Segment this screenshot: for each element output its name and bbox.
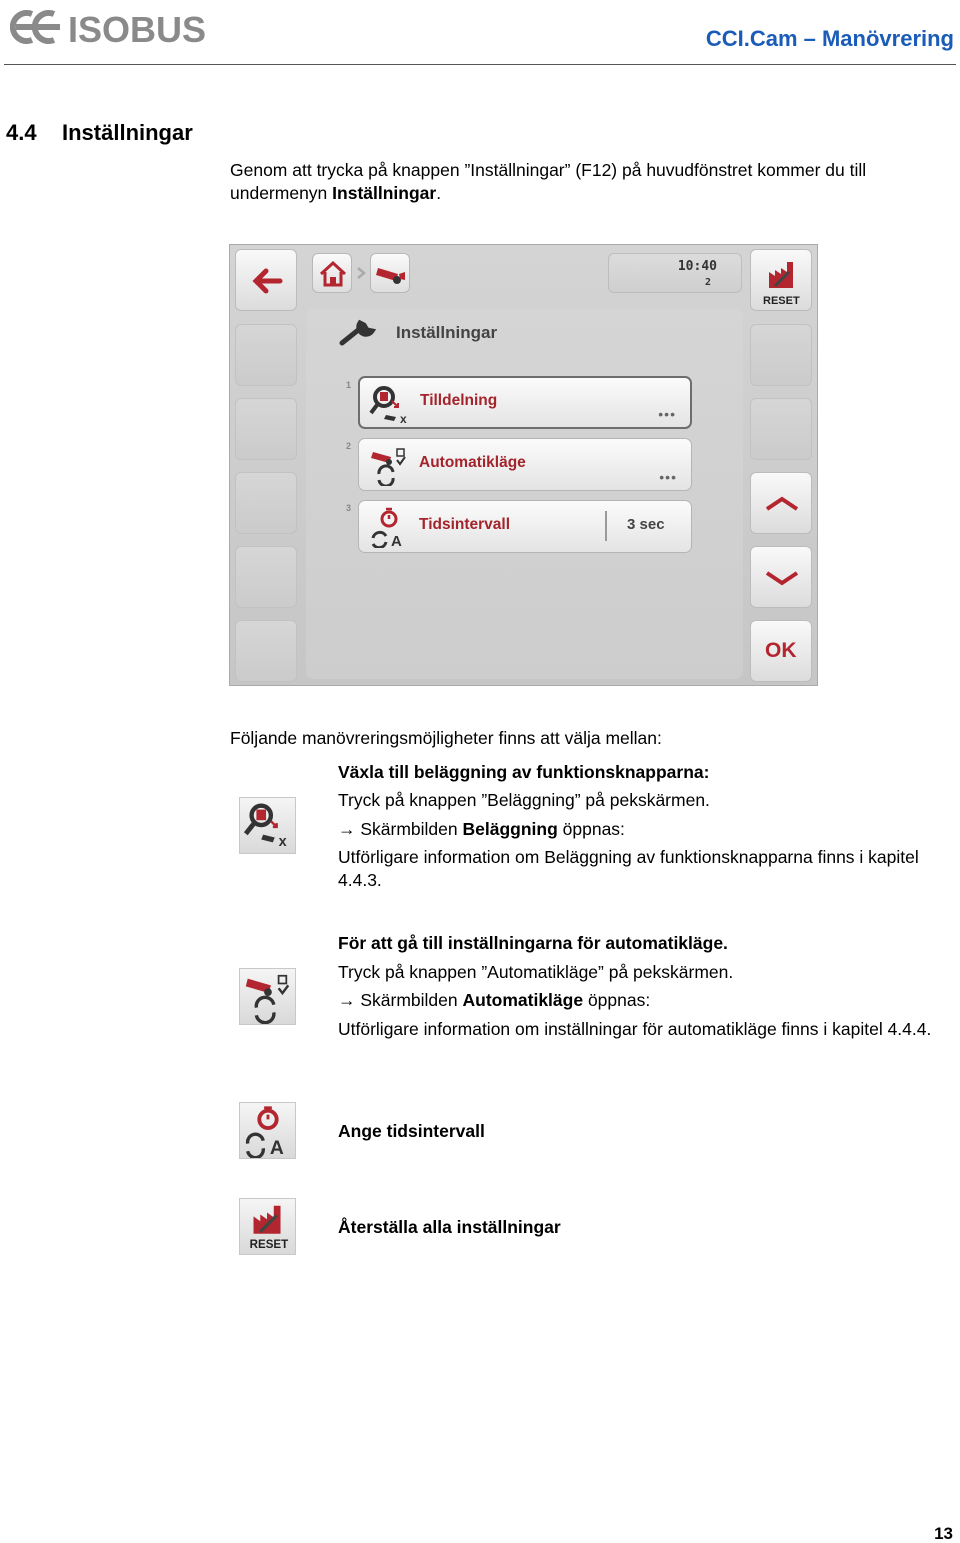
ok-button[interactable]: [750, 620, 812, 682]
svg-text:A: A: [391, 533, 402, 548]
row-label-automatiklage: Automatikläge: [419, 454, 526, 471]
settings-screenshot: [229, 244, 818, 686]
svg-text:x: x: [278, 834, 287, 851]
section-number: 4.4: [6, 120, 37, 145]
svg-text:RESET: RESET: [249, 1239, 289, 1252]
page-number: 13: [934, 1524, 953, 1543]
item-3-heading: Ange tidsintervall: [338, 1121, 485, 1141]
options-intro: Följande manövreringsmöjligheter finns att välja mellan:: [230, 728, 662, 748]
left-softkey-2[interactable]: [235, 324, 297, 386]
svg-text:x: x: [400, 412, 407, 425]
item-1-line-2: → Skärmbilden Beläggning öppnas:: [338, 819, 625, 839]
row-tidsintervall[interactable]: [358, 500, 692, 553]
breadcrumb-chevron-icon: [355, 265, 367, 281]
auto-mode-icon: [367, 444, 413, 486]
auto-mode-icon: [240, 969, 295, 1024]
row-label-tidsintervall: Tidsintervall: [419, 516, 511, 533]
intro-paragraph: Genom att trycka på knappen ”Inställningar” (F12) på huvudfönstret kommer du till undermenyn Inställningar.: [230, 160, 867, 203]
more-icon: •••: [658, 406, 676, 422]
timer-auto-icon: [240, 1103, 295, 1158]
clock-subvalue: 2: [704, 277, 711, 288]
row-number-1: 1: [346, 380, 352, 390]
assignment-icon: [240, 798, 295, 853]
row-label-tilldelning: Tilldelning: [420, 392, 498, 409]
item-2-line-2: → Skärmbilden Automatikläge öppnas:: [338, 990, 651, 1010]
svg-text:ISOBUS: ISOBUS: [68, 9, 207, 48]
assignment-icon: [368, 383, 414, 425]
row-tilldelning[interactable]: [358, 376, 692, 429]
reset-label: RESET: [763, 295, 800, 307]
arrow-right-icon: →: [338, 819, 356, 839]
ok-label: OK: [765, 639, 797, 662]
right-softkey-3[interactable]: [750, 398, 812, 460]
camera-icon: [371, 254, 411, 294]
back-button[interactable]: [235, 249, 297, 311]
left-softkey-3[interactable]: [235, 398, 297, 460]
screen-title: Inställningar: [396, 323, 498, 342]
breadcrumb-home[interactable]: [312, 253, 352, 293]
row-number-2: 2: [346, 441, 352, 451]
item-2-line-3: Utförligare information om inställningar för automatikläge finns i kapitel 4.4.4.: [338, 1019, 932, 1039]
item-4-heading: Återställa alla inställningar: [338, 1217, 561, 1237]
value-divider: [605, 511, 607, 541]
factory-reset-icon: [240, 1199, 295, 1254]
item-1-line-1: Tryck på knappen ”Beläggning” på pekskärmen.: [338, 790, 710, 810]
settings-panel: [306, 309, 743, 679]
left-softkey-5[interactable]: [235, 546, 297, 608]
left-softkey-4[interactable]: [235, 472, 297, 534]
row-automatiklage[interactable]: [358, 438, 692, 491]
interval-value: 3 sec: [627, 516, 665, 533]
reset-button[interactable]: [750, 249, 812, 311]
scroll-down-button[interactable]: [750, 546, 812, 608]
chevron-up-icon: [751, 473, 813, 535]
reset-button-image: [239, 1198, 296, 1255]
chevron-down-icon: [751, 547, 813, 609]
header-divider: [4, 64, 956, 65]
interval-button-image: [239, 1102, 296, 1159]
arrow-right-icon: →: [338, 990, 356, 1010]
more-icon: •••: [659, 469, 677, 485]
right-softkey-2[interactable]: [750, 324, 812, 386]
document-header-title: CCI.Cam – Manövrering: [705, 26, 954, 51]
row-number-3: 3: [346, 503, 352, 513]
item-2-line-1: Tryck på knappen ”Automatikläge” på pekskärmen.: [338, 962, 734, 982]
item-1-line-3: Utförligare information om Beläggning av funktionsknapparna finns i kapitel 4.4.3.: [338, 847, 919, 890]
item-2-heading: För att gå till inställningarna för automatikläge.: [338, 933, 728, 953]
clock-time: 10:40: [677, 259, 717, 274]
item-1-heading: Växla till beläggning av funktionsknapparna:: [338, 762, 710, 782]
timer-auto-icon: [367, 506, 413, 548]
breadcrumb-camera[interactable]: [370, 253, 410, 293]
scroll-up-button[interactable]: [750, 472, 812, 534]
auto-mode-button-image: [239, 968, 296, 1025]
wrench-icon: [338, 317, 380, 347]
assignment-button-image: [239, 797, 296, 854]
clock-display: [608, 253, 742, 293]
home-icon: [313, 254, 353, 294]
ccisobus-logo: [10, 6, 220, 48]
section-title: Inställningar: [62, 120, 193, 145]
back-arrow-icon: [236, 250, 298, 312]
left-softkey-6[interactable]: [235, 620, 297, 682]
svg-text:A: A: [269, 1138, 284, 1158]
